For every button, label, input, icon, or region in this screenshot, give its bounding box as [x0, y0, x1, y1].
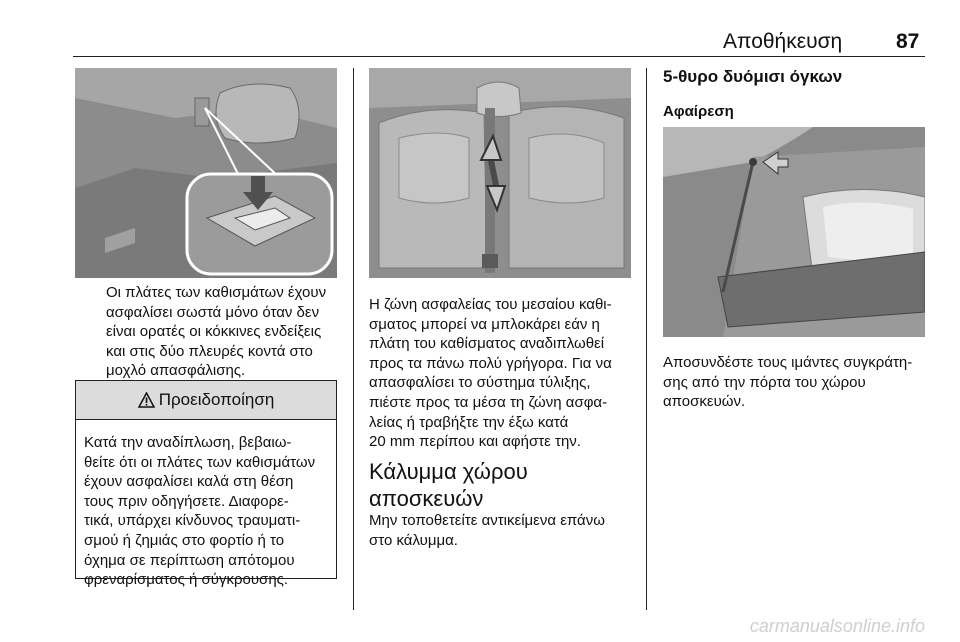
seat-belt-illustration: [369, 68, 631, 278]
footer-watermark: carmanualsonline.info: [749, 616, 925, 636]
seat-belt-svg: [369, 68, 631, 278]
luggage-cover-removal-caption: Αποσυνδέστε τους ιμάντες συγκράτη- σης από την πόρτα του χώρου αποσκευών.: [663, 354, 913, 411]
subheading-removal: Αφαίρεση: [663, 103, 734, 120]
section-heading-5-door: 5-θυρο δυόμισι όγκων: [663, 67, 843, 86]
luggage-cover-note: Μην τοποθετείτε αντικείμενα επάνω στο κάλυμμα.: [369, 512, 605, 549]
warning-header: [76, 381, 336, 420]
warning-title: Προειδοποίηση: [158, 390, 275, 409]
luggage-cover-svg: [663, 127, 925, 337]
section-heading-luggage-cover: Κάλυμμα χώρου αποσκευών: [369, 459, 528, 511]
column-divider-1: [353, 68, 354, 610]
header-rule: [73, 56, 925, 57]
seat-lock-svg: [75, 68, 337, 278]
page-header-title: Αποθήκευση: [723, 30, 843, 53]
seat-lock-illustration: [75, 68, 337, 278]
page-number: 87: [896, 30, 920, 53]
warning-box: [75, 380, 337, 589]
seat-belt-caption: Η ζώνη ασφαλείας του μεσαίου καθι- σματος μπορεί να μπλοκάρει εάν η πλάτη του καθίσματος αναδιπλωθεί προς τα πάνω πολύ γρήγορα. Για να απασφαλίσει το σύστημα τύλιξης, πιέστε προς τα μέσα τη ζώνη ασφα- λείας ή τραβήξτε την έξω κατά 20 mm περίπου και αφήστε την.: [369, 296, 612, 451]
luggage-cover-illustration: [663, 127, 925, 337]
warning-triangle-icon: [138, 392, 155, 408]
seat-lock-caption: Οι πλάτες των καθισμάτων έχουν ασφαλίσει σωστά μόνο όταν δεν είναι ορατές οι κόκκινες ενδείξεις και στις δύο πλευρές κοντά στο μοχλό απασφάλισης.: [106, 284, 327, 380]
warning-text: Κατά την αναδίπλωση, βεβαιω- θείτε ότι οι πλάτες των καθισμάτων έχουν ασφαλίσει καλά στη θέση τους πριν οδηγήσετε. Διαφορε- τικά, υπάρχει κίνδυνος τραυματι- σμού ή ζημιάς στο φορτίο ή το όχημα σε περίπτωση απότομου φρεναρίσματος ή σύγκρουσης.: [84, 434, 316, 589]
column-divider-2: [646, 68, 647, 610]
